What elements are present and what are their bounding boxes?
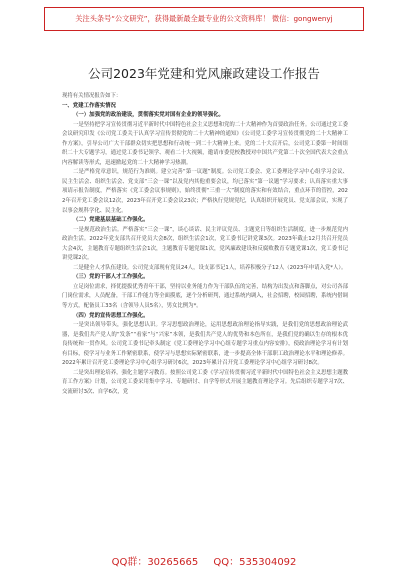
subsection-heading: （四）党的宣传思想工作强化。 <box>73 312 149 319</box>
qq-group-text: QQ群：30265665 <box>111 557 199 568</box>
body-paragraph: 一是规范政治生活。严格落实“三会一课”，谈心谈话、民主评议党员、主题党日等组织生活制度，进一步规范党内政治生活。2022年党支部共召开党员大会8次，组织生活会1次，党工委书记讲党课3次。2023年截止12月共召开党员大会4次，主题教育专题组织生活会1次，主题教育专题党课1次，党风廉政建设和反腐败教育专题党课1次，党工委书记讲党课2次。 <box>62 226 348 262</box>
promo-banner[interactable]: 关注头条号“公文研究”，获得最新最全最专业的公文资料库！ 微信：gongwenyj <box>44 7 364 31</box>
document-body <box>62 92 348 398</box>
body-paragraph: 二是健全人才队伍建设。公司党支部现有党员24人，设支部书记1人，培养积极分子12人（2023年申请入党*人）。 <box>73 264 347 271</box>
body-paragraph: 二是严格党章意识，规范行为准则。建立完善“第一议题”制度。公司党工委会、党工委理论学习中心组学习会议、民主生活会、组织生活会、党支部“三会一课”以及党内其他重要会议，均已落实“第一议题”学习要求；认真落实重大事项请示报告制度，严格落实《党工委会议事规则》，始终贯彻“三重一大”制度的落实和有效结合，重点环节的管控，2022年召开党工委会议12次，2023年召开党工委会议23次；严格执行党规党纪，认真组织开展党员、党支部会议，实现了以事会规科学化、民主化。 <box>62 169 348 214</box>
document-title: 公司2023年党建和党风廉政建设工作报告 <box>88 66 320 81</box>
subsection-heading: （二）党建基层基础工作强化。 <box>73 217 149 224</box>
body-paragraph: 二是突出理论培养，强化主题学习教育。按照公司党工委《学习宣传贯彻习近平新时代中国特色社会主义思想主题教育工作方案》计划，公司党工委采用集中学习、专题研讨、自学等形式开展主题教育理论学习。先后组织专题学习7次、交流研讨3次、自学6次，党 <box>62 369 348 395</box>
subsection-heading: （一）加强党的政治建设，贯彻落实党对国有企业的领导强化。 <box>73 112 224 119</box>
section-heading: 一、党建工作落实情况 <box>62 102 116 109</box>
body-paragraph: 一是突出领导带头，强化思想认识。学习思想政治理论，运用思想政治理论指导实践，是我们党的思想政治理论武器，是我们共产党人的“发条”“看家”与“兴家”本领，是我们共产党人的优势和本色所在，是我们党的确以生存的根本优良传统和一贯作风。公司党工委书记牵头制定《党工委理论学习中心组专题学习重点内容安排》，使政治理论学习有计划有目标，使学习与业务工作紧密联系，使学习与思想实际紧密联系，进一步提高全体干部职工政治理论水平和理论修养。2022年累计召开党工委理论学习中心组学习研讨6次，2023年累计召开党工委理论学习中心组学习研讨8次。 <box>62 322 348 367</box>
intro-line: 现将有关情况报告如下： <box>62 93 122 99</box>
footer-contact <box>0 553 408 568</box>
body-paragraph: 一是坚持把学习宣传贯彻习近平新时代中国特色社会主义思想和党的二十大精神作为首要政治任务。公司通过党工委会议研究印发《公司党工委关于认真学习宣传贯彻党的二十大精神的通知》《公司党工委学习宣传贯彻党的二十大精神工作方案》，引导公司广大干部群众切实把思想和行动统一到二十大精神上来。党的二十大召开后，公司党工委第一时间组织二十大专题学习，通过党工委书记领学、观看二十大视频，邀请市委党校教授对中国共产党第二十次全国代表大会重点内容解读等形式，迅速掀起党的二十大精神学习热潮。 <box>62 121 348 166</box>
subsection-heading: （三）党的干部人才工作强化。 <box>73 274 149 281</box>
qq-number-text: QQ：535304092 <box>213 557 297 568</box>
body-paragraph: 立足岗位需求，择优提拔优秀青年干部，坚持以业务能力作为干部队伍的完善，结构为出发点和落脚点，对公司各部门岗位需求，人员配备，干部工作能力等全面摸底，逐个分析研判，通过系统内调入，社会招聘，校园招聘，系统内借调等方式，配备员工33名（含领导人员5名），男女比例为*。 <box>62 283 348 310</box>
